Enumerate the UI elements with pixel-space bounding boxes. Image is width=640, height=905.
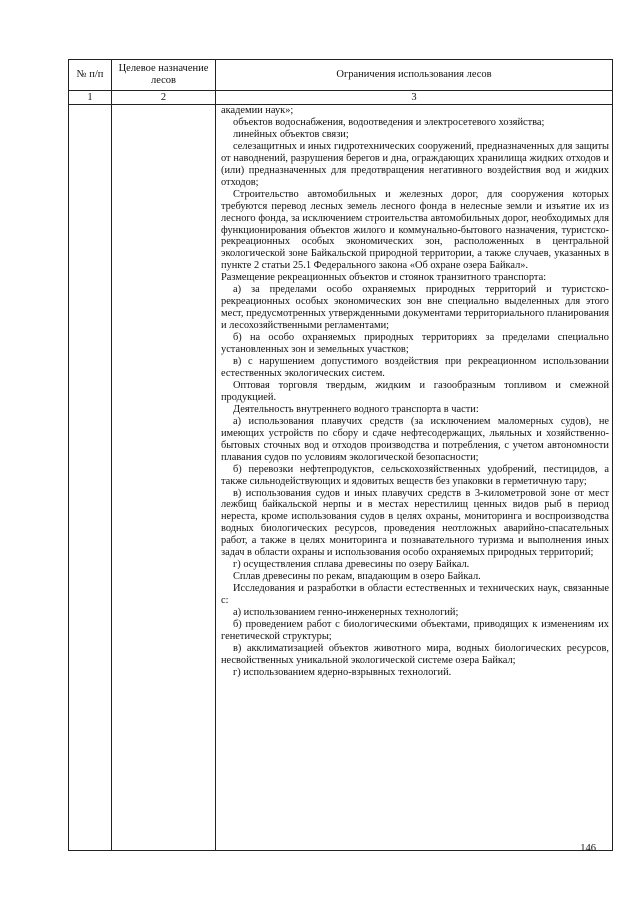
restrictions-text <box>216 105 612 679</box>
paragraph: Строительство автомобильных и железных дорог, для сооружения которых требуются перевод лесных земель лесного фонда в нелесные земли и изъятие их из лесного фонда, за исключением строительства автомобильных дорог, необходимых для функционирования объектов жилого и коммунально-бытового назначения, туристско-рекреационных особых экономических зон, расположенных в центральной экологической зоне Байкальской природной территории, а также случаев, указанных в пункте 2 статьи 25.1 Федерального закона «Об охране озера Байкал». <box>221 188 609 272</box>
column-number-2: 2 <box>112 91 216 105</box>
table-header-row <box>69 60 613 91</box>
paragraph: Сплав древесины по рекам, впадающим в озеро Байкал. <box>233 571 481 583</box>
column-numbers-row <box>69 91 613 105</box>
paragraph: в) использования судов и иных плавучих средств в 3-километровой зоне от мест лежбищ байкальской нерпы и в местах нерестилищ ценных видов рыб в период нереста, кроме использования судов в целях охраны, мониторинга и воспроизводства водных биологических ресурсов, проведения неотложных аварийно-спасательных работ, а также в целях мониторинга и познавательного туризма и выполнения иных задач в области охраны и использования особо охраняемых природных территорий; <box>221 487 609 559</box>
cell-forest-purpose <box>112 105 216 851</box>
paragraph: селезащитных и иных гидротехнических сооружений, предназначенных для защиты от наводнений, разрушения берегов и дна, ограждающих хранилища жидких отходов и (или) предназначенных для предотвращения негативного воздействия вод и жидких отходов; <box>221 140 609 188</box>
column-number-3: 3 <box>216 91 613 105</box>
paragraph: г) осуществления сплава древесины по озеру Байкал. <box>233 559 470 571</box>
restrictions-table <box>68 59 613 851</box>
header-forest-purpose: Целевое назначение лесов <box>112 60 216 91</box>
paragraph: б) перевозки нефтепродуктов, сельскохозяйственных удобрений, пестицидов, а также сильнодействующих и ядовитых веществ без упаковки в герметичную тару; <box>221 463 609 487</box>
header-restrictions: Ограничения использования лесов <box>216 60 613 91</box>
column-number-1: 1 <box>69 91 112 105</box>
paragraph: а) использованием генно-инженерных технологий; <box>233 607 459 619</box>
paragraph: Деятельность внутреннего водного транспорта в части: <box>233 403 479 415</box>
paragraph: линейных объектов связи; <box>233 128 349 140</box>
paragraph: в) с нарушением допустимого воздействия при рекреационном использовании естественных экологических систем. <box>221 356 609 379</box>
page-number: 146 <box>580 843 596 854</box>
cell-restrictions <box>216 105 613 851</box>
paragraph: Исследования и разработки в области естественных и технических наук, связанные с: <box>221 583 609 607</box>
cell-number <box>69 105 112 851</box>
paragraph: академии наук»; <box>221 105 294 116</box>
header-number: № п/п <box>69 60 112 91</box>
paragraph: в) акклиматизацией объектов животного мира, водных биологических ресурсов, несвойственных уникальной экологической системе озера Байкал; <box>221 642 609 666</box>
paragraph: Оптовая торговля твердым, жидким и газообразным топливом и смежной продукцией. <box>221 379 609 403</box>
paragraph: б) проведением работ с биологическими объектами, приводящих к изменениям их генетической структуры; <box>221 618 609 642</box>
table-row <box>69 105 613 851</box>
paragraph: а) за пределами особо охраняемых природных территорий и туристско-рекреационных особых экономических зон вне специально выделенных для этого мест, предусмотренных утвержденными документами территориального планирования и лесохозяйственными регламентами; <box>221 284 609 332</box>
paragraph: а) использования плавучих средств (за исключением маломерных судов), не имеющих устройств по сбору и сдаче нефтесодержащих, льяльных и хозяйственно-бытовых сточных вод и отходов производства и потребления, с учетом автономности плавания судов по условиям экологической безопасности; <box>221 415 609 463</box>
paragraph: б) на особо охраняемых природных территориях за пределами специально установленных зон и земельных участков; <box>221 332 609 356</box>
paragraph: объектов водоснабжения, водоотведения и электросетевого хозяйства; <box>233 116 545 128</box>
paragraph: г) использованием ядерно-взрывных технологий. <box>233 666 452 678</box>
paragraph: Размещение рекреационных объектов и стоянок транзитного транспорта: <box>221 272 547 284</box>
